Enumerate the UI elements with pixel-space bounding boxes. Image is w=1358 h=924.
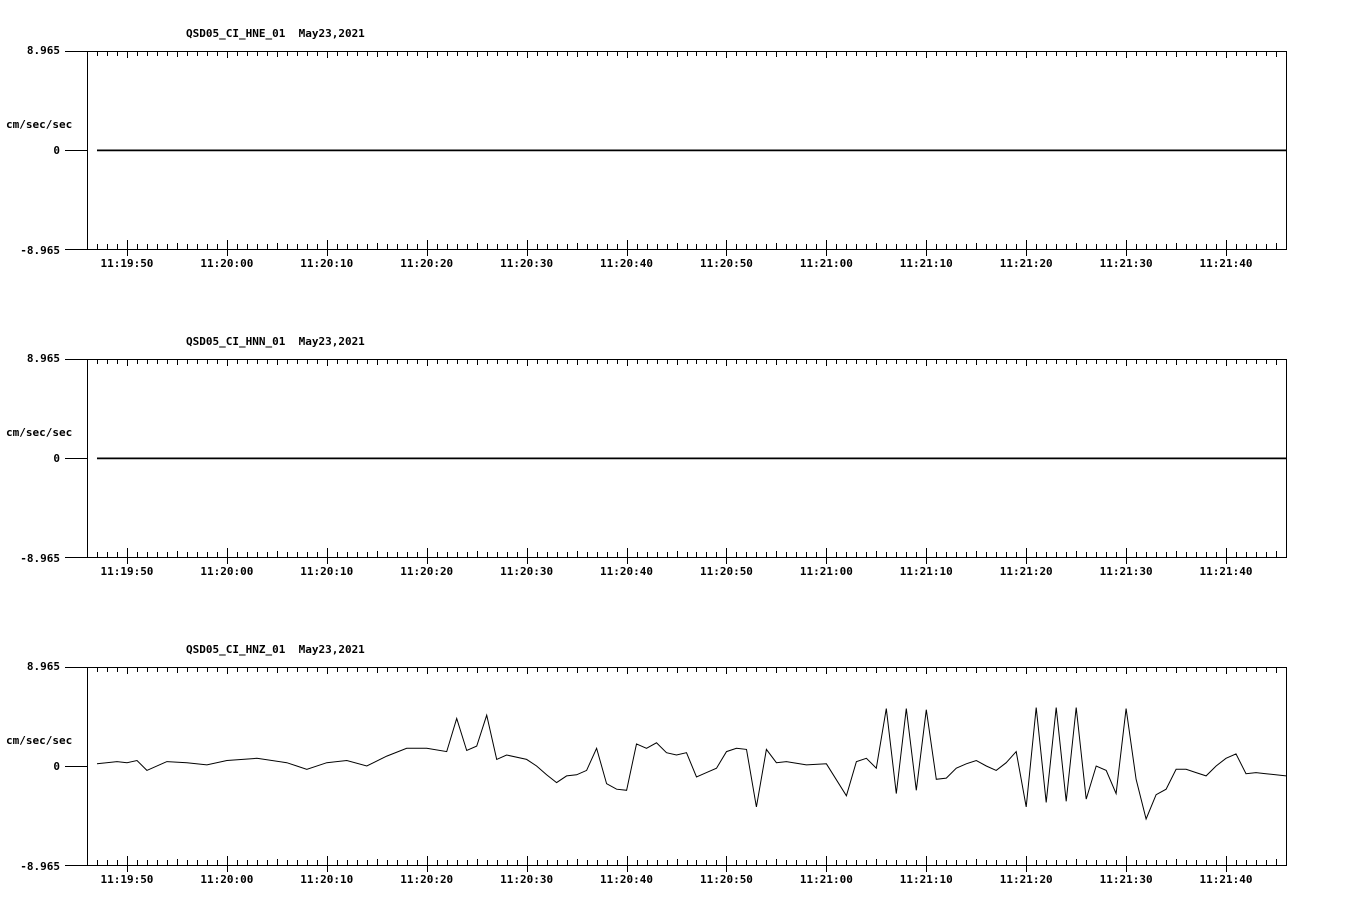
x-tick-label-hnz: 11:21:30: [1099, 873, 1153, 886]
x-tick-label-hnz: 11:21:00: [799, 873, 853, 886]
x-tick-label-hnn: 11:20:00: [200, 565, 254, 578]
x-tick-label-hne: 11:21:10: [899, 257, 953, 270]
y-tick-top-hnz: 8.965: [26, 660, 60, 673]
x-tick-label-hnz: 11:20:40: [600, 873, 654, 886]
plot-frame-hnz: [88, 668, 1287, 866]
panel-hnz: [0, 616, 1358, 924]
x-tick-label-hnn: 11:20:40: [600, 565, 654, 578]
x-tick-label-hnz: 11:21:20: [999, 873, 1053, 886]
y-axis-label-hnz: cm/sec/sec: [6, 734, 73, 747]
panel-hne: [0, 0, 1358, 308]
y-tick-zero-hnn: 0: [53, 452, 60, 465]
panel-hnn: [0, 308, 1358, 616]
x-tick-label-hne: 11:20:50: [699, 257, 753, 270]
x-tick-label-hne: 11:20:40: [600, 257, 654, 270]
x-tick-label-hnz: 11:20:10: [300, 873, 354, 886]
x-tick-label-hnn: 11:21:30: [1099, 565, 1153, 578]
x-minor-ticks-hnn: [88, 360, 1287, 565]
x-tick-label-hnz: 11:20:20: [400, 873, 454, 886]
x-tick-label-hnn: 11:21:10: [899, 565, 953, 578]
x-tick-label-hne: 11:20:20: [400, 257, 454, 270]
x-tick-label-hnn: 11:21:20: [999, 565, 1053, 578]
y-axis-label-hnn: cm/sec/sec: [6, 426, 73, 439]
y-tick-bottom-hnn: -8.965: [20, 552, 60, 565]
x-tick-label-hne: 11:20:30: [500, 257, 554, 270]
waveform-trace-hnz-0: [97, 708, 1286, 820]
x-tick-label-hnz: 11:19:50: [100, 873, 154, 886]
x-tick-label-hnn: 11:20:10: [300, 565, 354, 578]
y-tick-bottom-hnz: -8.965: [20, 860, 60, 873]
plot-title-hnz: QSD05_CI_HNZ_01 May23,2021: [186, 643, 365, 656]
x-tick-label-hnn: 11:21:40: [1199, 565, 1253, 578]
x-tick-label-hne: 11:21:00: [799, 257, 853, 270]
x-tick-label-hnn: 11:21:00: [799, 565, 853, 578]
x-tick-label-hnn: 11:20:30: [500, 565, 554, 578]
x-tick-label-hnz: 11:20:50: [699, 873, 753, 886]
plot-title-hne: QSD05_CI_HNE_01 May23,2021: [186, 27, 365, 40]
x-tick-label-hne: 11:20:00: [200, 257, 254, 270]
x-tick-label-hnz: 11:21:10: [899, 873, 953, 886]
x-tick-label-hnn: 11:20:20: [400, 565, 454, 578]
x-tick-label-hne: 11:21:40: [1199, 257, 1253, 270]
y-tick-zero-hnz: 0: [53, 760, 60, 773]
x-tick-label-hne: 11:21:20: [999, 257, 1053, 270]
x-tick-label-hnz: 11:21:40: [1199, 873, 1253, 886]
x-tick-label-hnn: 11:19:50: [100, 565, 154, 578]
x-tick-label-hne: 11:19:50: [100, 257, 154, 270]
x-tick-label-hne: 11:21:30: [1099, 257, 1153, 270]
x-tick-label-hnz: 11:20:30: [500, 873, 554, 886]
x-minor-ticks-hnz: [88, 668, 1287, 873]
plot-title-hnn: QSD05_CI_HNN_01 May23,2021: [186, 335, 365, 348]
y-tick-top-hnn: 8.965: [26, 352, 60, 365]
x-tick-label-hnz: 11:20:00: [200, 873, 254, 886]
y-tick-bottom-hne: -8.965: [20, 244, 60, 257]
x-tick-label-hnn: 11:20:50: [699, 565, 753, 578]
y-axis-label-hne: cm/sec/sec: [6, 118, 73, 131]
x-minor-ticks-hne: [88, 52, 1287, 257]
y-tick-zero-hne: 0: [53, 144, 60, 157]
y-tick-top-hne: 8.965: [26, 44, 60, 57]
x-tick-label-hne: 11:20:10: [300, 257, 354, 270]
